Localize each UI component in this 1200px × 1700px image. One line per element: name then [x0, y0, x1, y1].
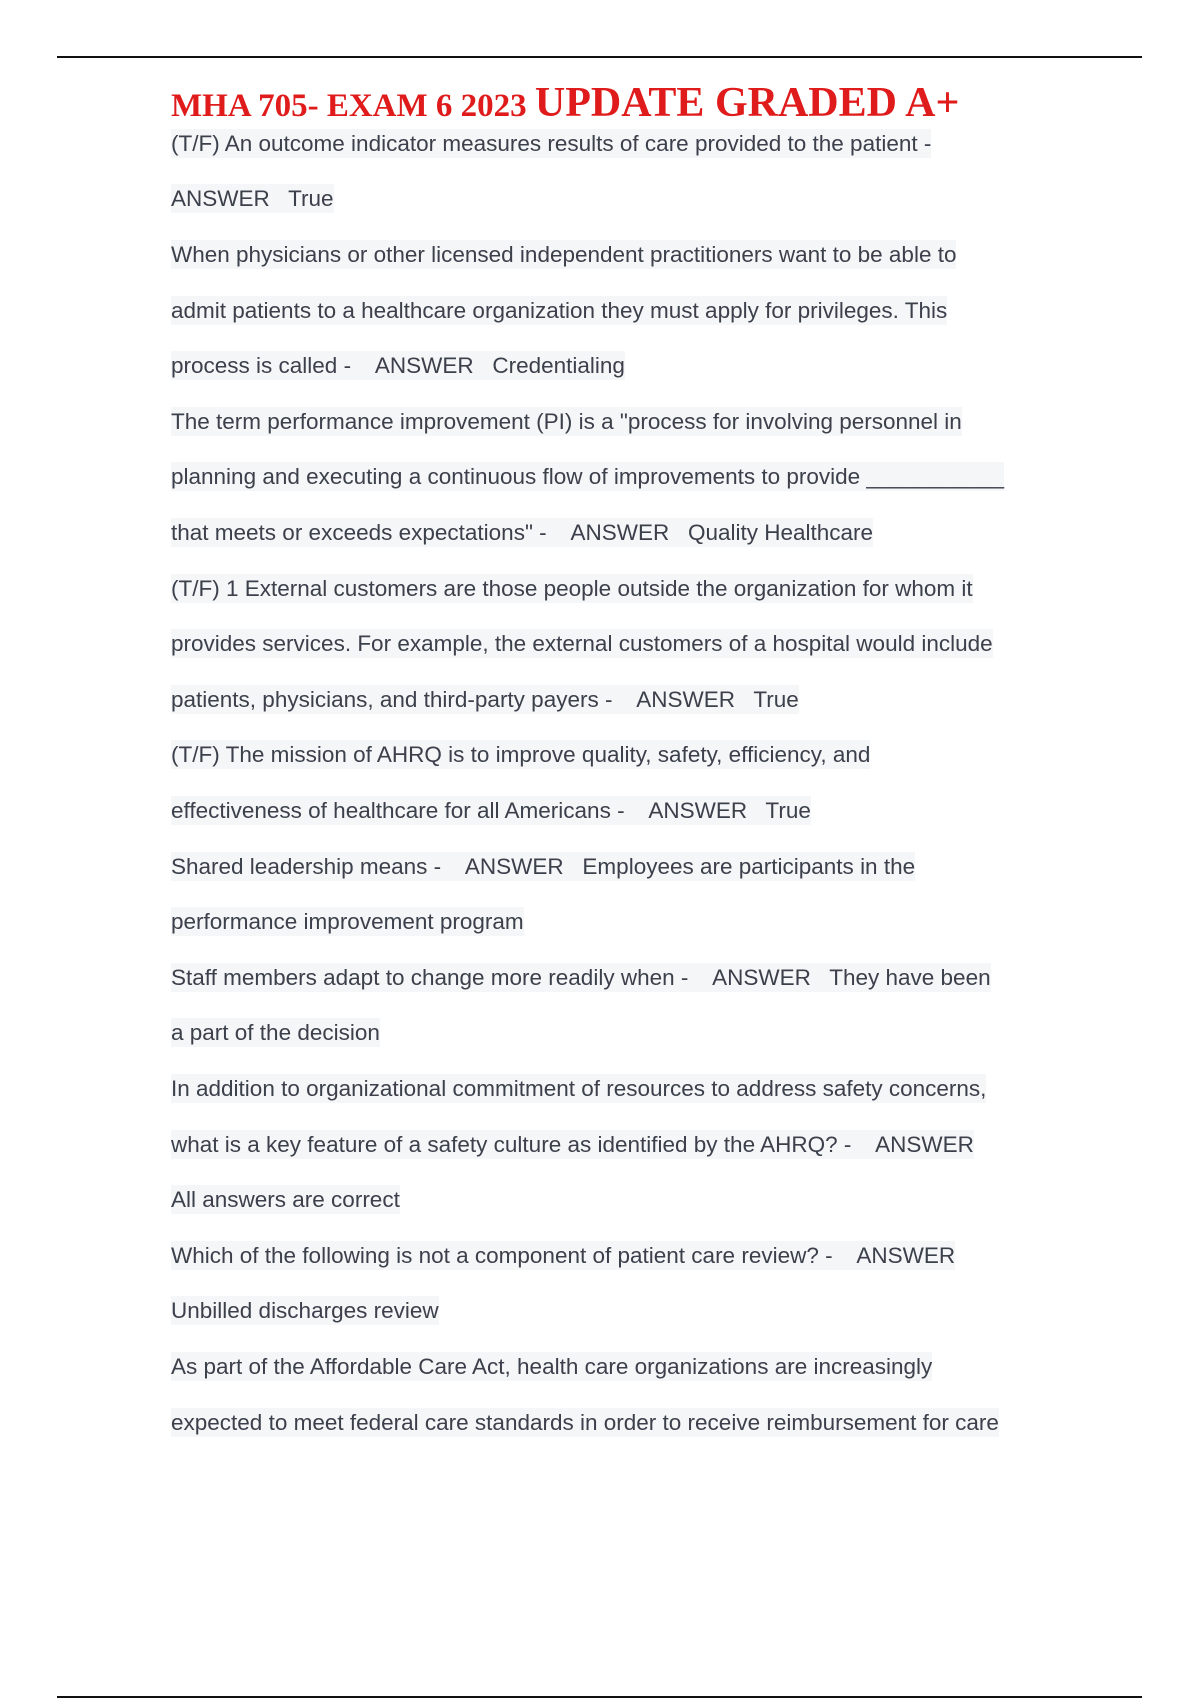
- text-line: performance improvement program: [171, 909, 524, 934]
- text-line: that meets or exceeds expectations" - ANSWER Quality Healthcare: [171, 520, 874, 545]
- text-line: planning and executing a continuous flow of improvements to provide ___________: [171, 464, 1005, 489]
- text-line: patients, physicians, and third-party payers - ANSWER True: [171, 687, 799, 712]
- text-line: (T/F) An outcome indicator measures results of care provided to the patient -: [171, 131, 932, 156]
- title-part-2: UPDATE GRADED A+: [534, 80, 960, 126]
- text-line: ANSWER True: [171, 186, 334, 211]
- text-line: Staff members adapt to change more readily when - ANSWER They have been: [171, 965, 991, 990]
- text-line: Which of the following is not a component of patient care review? - ANSWER: [171, 1243, 956, 1268]
- text-line: Shared leadership means - ANSWER Employees are participants in the: [171, 854, 916, 879]
- text-line: When physicians or other licensed independent practitioners want to be able to: [171, 242, 957, 267]
- text-line: As part of the Affordable Care Act, health care organizations are increasingly: [171, 1354, 933, 1379]
- title-part-1: MHA 705- EXAM 6 2023: [171, 88, 535, 124]
- text-line: process is called - ANSWER Credentialing: [171, 353, 625, 378]
- text-line: effectiveness of healthcare for all Americans - ANSWER True: [171, 798, 811, 823]
- text-line: provides services. For example, the external customers of a hospital would include: [171, 631, 993, 656]
- text-line: (T/F) The mission of AHRQ is to improve quality, safety, efficiency, and: [171, 742, 871, 767]
- bottom-rule: [57, 1696, 1142, 1698]
- text-line: Unbilled discharges review: [171, 1298, 439, 1323]
- text-line: expected to meet federal care standards in order to receive reimbursement for care: [171, 1410, 999, 1435]
- text-line: In addition to organizational commitment of resources to address safety concerns,: [171, 1076, 987, 1101]
- text-line: All answers are correct: [171, 1187, 400, 1212]
- text-line: what is a key feature of a safety culture as identified by the AHRQ? - ANSWER: [171, 1132, 974, 1157]
- text-line: The term performance improvement (PI) is a "process for involving personnel in: [171, 409, 962, 434]
- text-line: a part of the decision: [171, 1020, 380, 1045]
- top-rule: [57, 56, 1142, 58]
- text-line: admit patients to a healthcare organization they must apply for privileges. This: [171, 298, 948, 323]
- text-line: (T/F) 1 External customers are those people outside the organization for whom it: [171, 576, 973, 601]
